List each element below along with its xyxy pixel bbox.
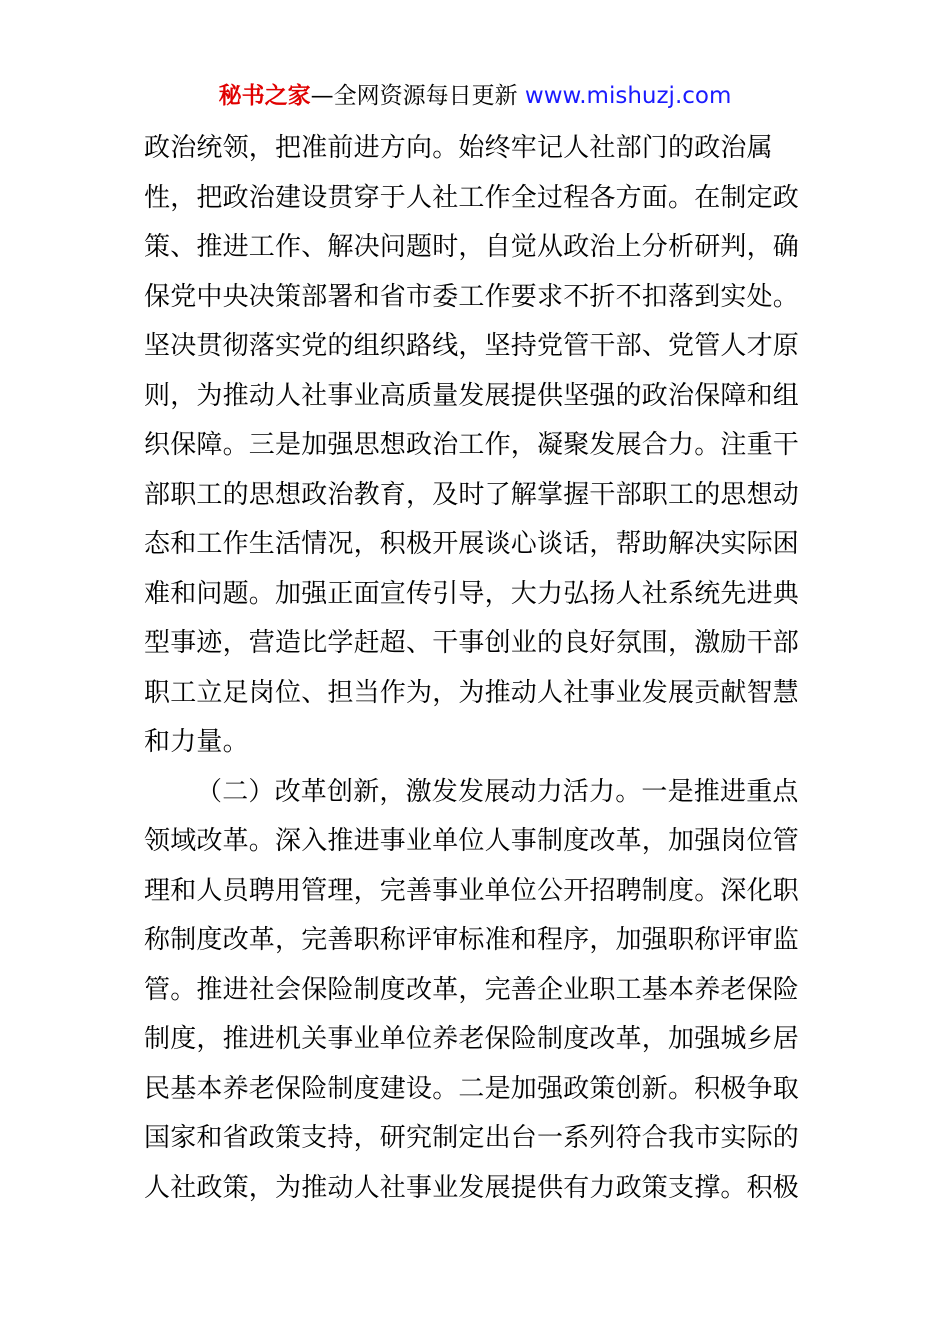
text-line: 职工立足岗位、担当作为，为推动人社事业发展贡献智慧 — [144, 677, 800, 708]
text-line: 国家和省政策支持，研究制定出台一系列符合我市实际的 — [144, 1123, 800, 1153]
text-line: 性，把政治建设贯穿于人社工作全过程各方面。在制定政 — [144, 182, 800, 213]
text-line: 部职工的思想政治教育，及时了解掌握干部职工的思想动 — [144, 479, 800, 510]
text-line: 人社政策，为推动人社事业发展提供有力政策支撑。积极 — [144, 1172, 800, 1203]
text-line: 坚决贯彻落实党的组织路线，坚持党管干部、党管人才原 — [144, 331, 800, 361]
text-line: 态和工作生活情况，积极开展谈心谈话，帮助解决实际困 — [144, 529, 800, 559]
text-line: 和力量。 — [144, 727, 249, 757]
text-line: 则，为推动人社事业高质量发展提供坚强的政治保障和组 — [144, 380, 800, 411]
text-line: 理和人员聘用管理，完善事业单位公开招聘制度。深化职 — [144, 875, 800, 906]
site-url-link[interactable]: www.mishuzj.com — [524, 83, 732, 109]
text-line: 称制度改革，完善职称评审标准和程序，加强职称评审监 — [144, 925, 800, 955]
site-header — [0, 80, 950, 112]
text-line: 制度，推进机关事业单位养老保险制度改革，加强城乡居 — [144, 1024, 800, 1054]
site-brand: 秘书之家 — [218, 83, 311, 109]
text-line: 领域改革。深入推进事业单位人事制度改革，加强岗位管 — [144, 826, 800, 856]
text-line: 织保障。三是加强思想政治工作，凝聚发展合力。注重干 — [144, 430, 800, 460]
section-heading-line: （二）改革创新，激发发展动力活力。一是推进重点 — [196, 776, 799, 807]
text-line: 民基本养老保险制度建设。二是加强政策创新。积极争取 — [144, 1073, 800, 1104]
document-body — [144, 124, 808, 1213]
site-tagline: —全网资源每日更新 — [310, 83, 525, 109]
text-line: 政治统领，把准前进方向。始终牢记人社部门的政治属 — [144, 133, 773, 163]
text-line: 策、推进工作、解决问题时，自觉从政治上分析研判，确 — [144, 232, 800, 262]
text-line: 保党中央决策部署和省市委工作要求不折不扣落到实处。 — [144, 281, 800, 312]
text-line: 难和问题。加强正面宣传引导，大力弘扬人社系统先进典 — [144, 578, 800, 609]
text-line: 型事迹，营造比学赶超、干事创业的良好氛围，激励干部 — [144, 628, 800, 658]
text-line: 管。推进社会保险制度改革，完善企业职工基本养老保险 — [144, 974, 800, 1005]
